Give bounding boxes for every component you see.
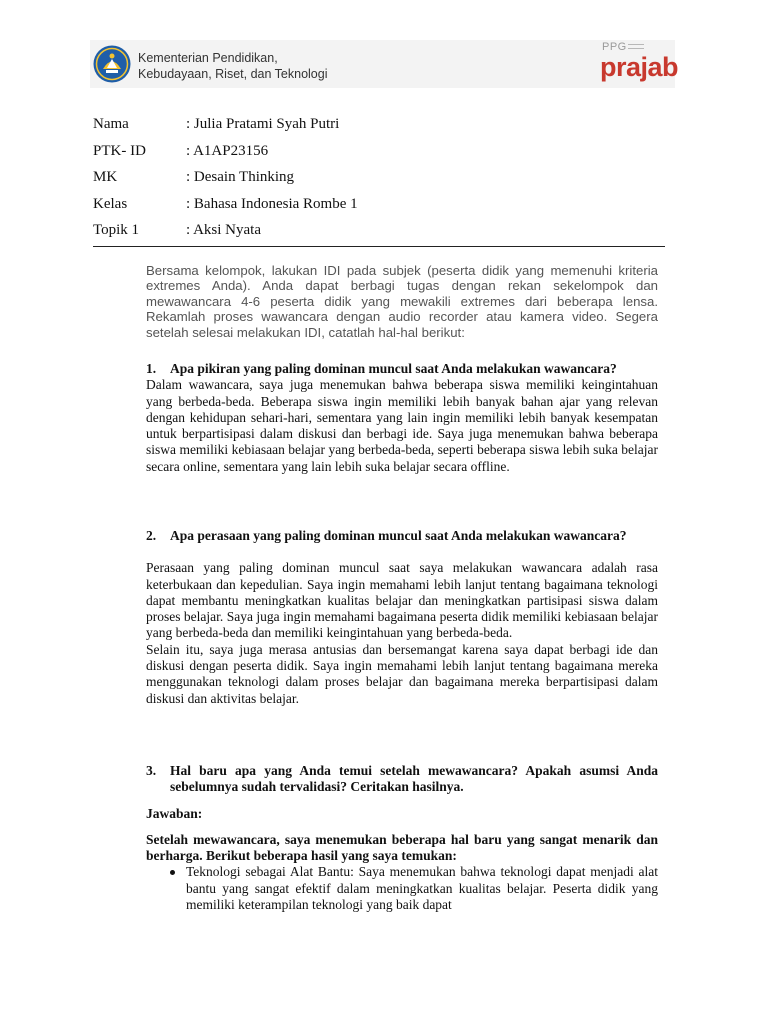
identity-label: Kelas <box>93 195 128 212</box>
identity-value: : Bahasa Indonesia Rombe 1 <box>186 195 358 212</box>
question-number: 3. <box>146 763 157 778</box>
identity-row-nama <box>93 115 665 142</box>
question-text: Apa pikiran yang paling dominan muncul saat Anda melakukan wawancara? <box>170 361 617 376</box>
ppg-prajab-logo <box>598 40 679 88</box>
question-text: Hal baru apa yang Anda temui setelah mewawancara? Apakah asumsi Anda sebelumnya sudah tervalidasi? Ceritakan hasilnya. <box>170 763 658 795</box>
identity-label: MK <box>93 169 118 185</box>
question-text: Apa perasaan yang paling dominan muncul saat Anda melakukan wawancara? <box>170 528 627 543</box>
ppg-label: PPG <box>602 41 627 53</box>
identity-block <box>93 115 665 248</box>
identity-label: Nama <box>93 116 129 132</box>
ministry-line-2: Kebudayaan, Riset, dan Teknologi <box>138 67 328 81</box>
question-number: 2. <box>146 528 157 543</box>
jawaban-label: Jawaban: <box>146 805 203 821</box>
tut-wuri-handayani-logo <box>93 42 131 86</box>
identity-value: : Julia Pratami Syah Putri <box>186 116 340 132</box>
identity-label: Topik 1 <box>93 222 140 238</box>
answer-3-summary: Setelah mewawancara, saya menemukan beberapa hal baru yang sangat menarik dan berharga. Berikut beberapa hasil yang saya temukan: <box>146 831 658 864</box>
identity-row-topik <box>93 221 665 248</box>
identity-row-ptk-id <box>93 142 665 169</box>
ministry-line-1: Kementerian Pendidikan, <box>138 51 278 65</box>
question-3-section <box>146 763 658 913</box>
bullet-icon <box>170 870 175 875</box>
answer-2-paragraph-2: Selain itu, saya juga merasa antusias dan bersemangat karena saya dapat berbagi ide dan diskusi dengan peserta didik. Saya ingin memahami lebih lanjut tentang bagaimana mereka menggunakan teknologi dalam proses belajar dan bagaimana mereka berpartisipasi dalam diskusi dan aktivitas belajar. <box>146 641 658 706</box>
question-1-section <box>146 361 658 475</box>
question-number: 1. <box>146 361 157 376</box>
question-2 <box>146 528 658 544</box>
list-item-text: Teknologi sebagai Alat Bantu: Saya menemukan bahwa teknologi dapat menjadi alat bantu yang sangat efektif dalam meningkatkan kualitas belajar. Peserta didik yang memiliki keterampilan teknologi yang baik dapat <box>186 864 658 913</box>
identity-value: : Desain Thinking <box>186 169 295 185</box>
identity-value: : A1AP23156 <box>186 142 269 159</box>
question-3 <box>146 763 658 796</box>
identity-row-kelas <box>93 195 665 222</box>
header-divider <box>93 246 665 247</box>
identity-value: : Aksi Nyata <box>186 222 261 238</box>
prajab-label: prajab <box>600 52 679 82</box>
task-instructions: Bersama kelompok, lakukan IDI pada subjek (peserta didik yang memenuhi kriteria extremes Anda). Anda dapat berbagi tugas dengan rekan sekelompok dan mewawancara 4-6 peserta didik yang mewakili extremes dari beberapa lensa. Rekamlah proses wawancara dengan audio recorder atau kamera video. Segera setelah selesai melakukan IDI, catatlah hal-hal berikut: <box>146 263 658 340</box>
identity-label: PTK- ID <box>93 142 146 159</box>
ministry-name <box>138 50 328 82</box>
question-2-section <box>146 528 658 707</box>
list-item <box>146 864 658 913</box>
question-1 <box>146 361 658 377</box>
ppg-lines-decoration <box>628 44 644 52</box>
answer-1: Dalam wawancara, saya juga menemukan bahwa beberapa siswa memiliki keingintahuan yang berbeda-beda. Beberapa siswa ingin memiliki lebih banyak bahan ajar yang relevan dengan kehidupan sehari-hari, sementara yang lain ingin memiliki lebih banyak kesempatan untuk berpartisipasi dalam diskusi dan berbagi ide. Saya juga menemukan bahwa beberapa siswa memiliki kebiasaan belajar yang berbeda-beda, seperti beberapa siswa lebih suka belajar secara online, sementara yang lain lebih suka belajar secara offline. <box>146 377 658 474</box>
answer-2-paragraph-1: Perasaan yang paling dominan muncul saat saya melakukan wawancara adalah rasa keterbukaan dan kepedulian. Saya ingin memahami lebih lanjut tentang bagaimana teknologi dapat membantu meningkatkan kualitas belajar dan meningkatkan partisipasi siswa dalam proses belajar. Saya juga ingin memahami bagaimana peserta didik memiliki kebiasaan belajar yang berbeda-beda dan memiliki keingintahuan yang berbeda-beda. <box>146 560 658 641</box>
identity-row-mk <box>93 168 665 195</box>
